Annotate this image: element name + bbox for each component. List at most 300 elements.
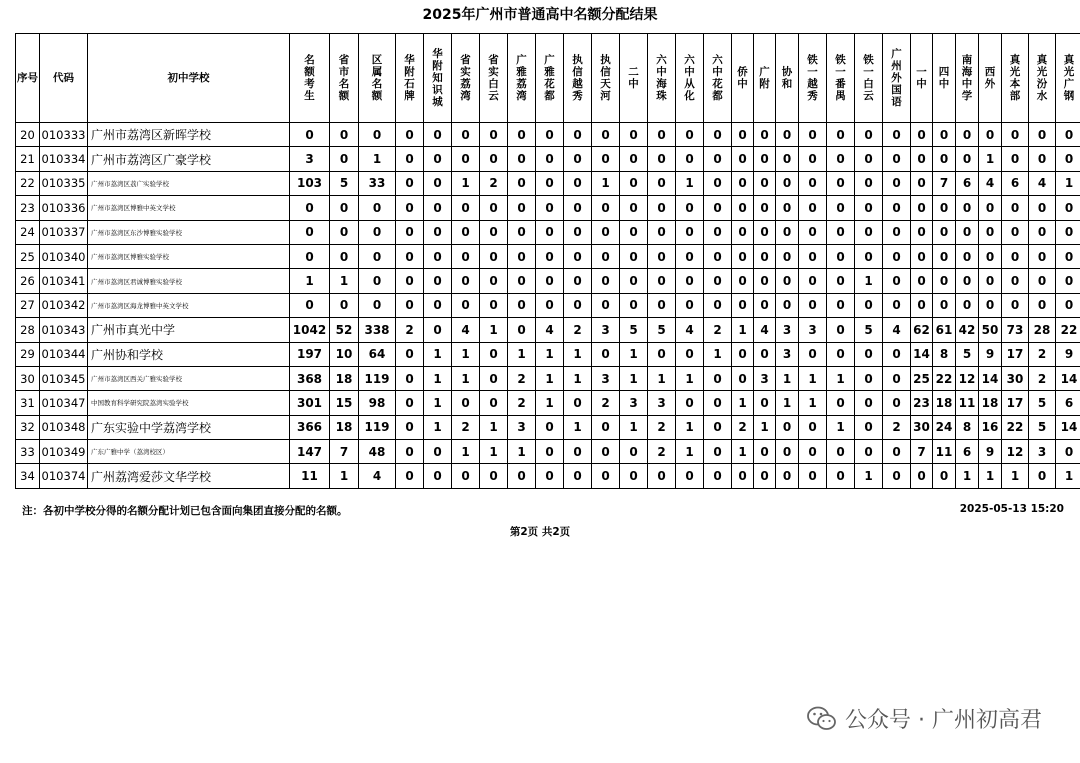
quota-cell: 0 bbox=[776, 464, 799, 488]
quota-cell: 0 bbox=[1002, 147, 1029, 171]
quota-cell: 1 bbox=[480, 415, 508, 439]
school-code: 010333 bbox=[40, 123, 88, 147]
timestamp: 2025-05-13 15:20 bbox=[959, 503, 1064, 515]
quota-cell: 1 bbox=[855, 464, 883, 488]
quota-cell: 2 bbox=[452, 415, 480, 439]
quota-cell: 1 bbox=[564, 415, 592, 439]
column-header: 四中 bbox=[933, 34, 956, 123]
quota-cell: 1 bbox=[424, 391, 452, 415]
quota-cell: 1 bbox=[452, 171, 480, 195]
quota-cell: 0 bbox=[827, 342, 855, 366]
quota-cell: 0 bbox=[480, 342, 508, 366]
quota-cell: 1 bbox=[330, 464, 359, 488]
quota-cell: 22 bbox=[1056, 318, 1080, 342]
quota-cell: 3 bbox=[290, 147, 330, 171]
quota-cell: 0 bbox=[883, 171, 911, 195]
quota-cell: 0 bbox=[676, 244, 704, 268]
quota-cell: 4 bbox=[1029, 171, 1056, 195]
quota-cell: 2 bbox=[1029, 342, 1056, 366]
quota-cell: 0 bbox=[536, 244, 564, 268]
quota-cell: 0 bbox=[648, 147, 676, 171]
quota-cell: 1 bbox=[1056, 464, 1080, 488]
quota-cell: 0 bbox=[704, 269, 732, 293]
quota-cell: 0 bbox=[359, 269, 396, 293]
table-row bbox=[16, 196, 1080, 220]
quota-cell: 0 bbox=[732, 293, 754, 317]
quota-cell: 18 bbox=[979, 391, 1002, 415]
school-name: 广州市荔湾区新晖学校 bbox=[88, 123, 290, 147]
quota-cell: 0 bbox=[396, 366, 424, 390]
quota-cell: 0 bbox=[564, 440, 592, 464]
quota-cell: 0 bbox=[480, 147, 508, 171]
quota-cell: 0 bbox=[883, 342, 911, 366]
quota-cell: 0 bbox=[424, 464, 452, 488]
school-name: 广州市荔湾区君诚博雅实验学校 bbox=[88, 269, 290, 293]
quota-cell: 1 bbox=[732, 318, 754, 342]
quota-cell: 33 bbox=[359, 171, 396, 195]
quota-cell: 11 bbox=[933, 440, 956, 464]
quota-cell: 0 bbox=[564, 123, 592, 147]
quota-cell: 18 bbox=[933, 391, 956, 415]
row-seq: 25 bbox=[16, 244, 40, 268]
quota-cell: 0 bbox=[704, 147, 732, 171]
quota-cell: 1 bbox=[676, 440, 704, 464]
quota-cell: 0 bbox=[1056, 147, 1080, 171]
quota-cell: 0 bbox=[933, 147, 956, 171]
quota-cell: 24 bbox=[933, 415, 956, 439]
quota-cell: 0 bbox=[933, 196, 956, 220]
quota-cell: 0 bbox=[592, 147, 620, 171]
quota-cell: 1 bbox=[452, 440, 480, 464]
quota-cell: 0 bbox=[676, 464, 704, 488]
quota-cell: 0 bbox=[883, 440, 911, 464]
quota-cell: 0 bbox=[855, 391, 883, 415]
quota-cell: 0 bbox=[536, 171, 564, 195]
row-seq: 29 bbox=[16, 342, 40, 366]
quota-cell: 0 bbox=[648, 269, 676, 293]
quota-cell: 0 bbox=[396, 269, 424, 293]
quota-cell: 0 bbox=[396, 391, 424, 415]
quota-cell: 0 bbox=[776, 440, 799, 464]
column-header: 省实荔湾 bbox=[452, 34, 480, 123]
quota-cell: 0 bbox=[592, 196, 620, 220]
quota-cell: 2 bbox=[508, 366, 536, 390]
quota-cell: 0 bbox=[508, 293, 536, 317]
quota-cell: 0 bbox=[827, 269, 855, 293]
quota-cell: 1 bbox=[704, 342, 732, 366]
quota-cell: 0 bbox=[883, 123, 911, 147]
quota-cell: 17 bbox=[1002, 342, 1029, 366]
quota-cell: 0 bbox=[396, 415, 424, 439]
quota-cell: 147 bbox=[290, 440, 330, 464]
quota-cell: 0 bbox=[776, 293, 799, 317]
quota-cell: 1 bbox=[424, 415, 452, 439]
column-header: 名额考生 bbox=[290, 34, 330, 123]
quota-cell: 0 bbox=[979, 196, 1002, 220]
quota-cell: 5 bbox=[330, 171, 359, 195]
quota-cell: 0 bbox=[1056, 123, 1080, 147]
quota-cell: 0 bbox=[754, 171, 776, 195]
quota-cell: 0 bbox=[452, 196, 480, 220]
row-seq: 21 bbox=[16, 147, 40, 171]
quota-cell: 0 bbox=[424, 196, 452, 220]
quota-cell: 1 bbox=[508, 342, 536, 366]
quota-cell: 7 bbox=[330, 440, 359, 464]
quota-cell: 1 bbox=[424, 366, 452, 390]
quota-cell: 0 bbox=[536, 147, 564, 171]
watermark-text: 公众号 · 广州初高君 bbox=[845, 708, 1042, 733]
quota-cell: 0 bbox=[290, 123, 330, 147]
quota-cell: 0 bbox=[424, 123, 452, 147]
quota-cell: 0 bbox=[480, 220, 508, 244]
quota-cell: 0 bbox=[592, 293, 620, 317]
quota-cell: 0 bbox=[592, 220, 620, 244]
school-name: 中国教育科学研究院荔湾实验学校 bbox=[88, 391, 290, 415]
quota-cell: 0 bbox=[911, 123, 933, 147]
quota-cell: 0 bbox=[620, 293, 648, 317]
quota-cell: 103 bbox=[290, 171, 330, 195]
quota-cell: 6 bbox=[1002, 171, 1029, 195]
quota-cell: 0 bbox=[359, 293, 396, 317]
quota-cell: 0 bbox=[536, 293, 564, 317]
quota-cell: 0 bbox=[855, 147, 883, 171]
quota-cell: 0 bbox=[704, 171, 732, 195]
school-name: 广州市荔湾区东沙博雅实验学校 bbox=[88, 220, 290, 244]
quota-cell: 1 bbox=[620, 415, 648, 439]
quota-cell: 0 bbox=[911, 293, 933, 317]
quota-cell: 0 bbox=[732, 171, 754, 195]
quota-cell: 0 bbox=[827, 220, 855, 244]
quota-cell: 0 bbox=[564, 293, 592, 317]
quota-cell: 0 bbox=[1056, 220, 1080, 244]
quota-cell: 0 bbox=[424, 171, 452, 195]
quota-cell: 9 bbox=[1056, 342, 1080, 366]
quota-cell: 0 bbox=[330, 147, 359, 171]
quota-cell: 30 bbox=[911, 415, 933, 439]
quota-cell: 0 bbox=[620, 269, 648, 293]
quota-cell: 0 bbox=[480, 366, 508, 390]
quota-cell: 3 bbox=[648, 391, 676, 415]
quota-cell: 0 bbox=[827, 318, 855, 342]
quota-cell: 0 bbox=[732, 123, 754, 147]
quota-cell: 1 bbox=[452, 366, 480, 390]
quota-cell: 62 bbox=[911, 318, 933, 342]
quota-cell: 0 bbox=[827, 440, 855, 464]
quota-cell: 0 bbox=[855, 440, 883, 464]
quota-cell: 0 bbox=[648, 342, 676, 366]
page-number: 第2页 共2页 bbox=[509, 526, 571, 538]
row-seq: 26 bbox=[16, 269, 40, 293]
quota-cell: 0 bbox=[827, 293, 855, 317]
table-row bbox=[16, 342, 1080, 366]
quota-cell: 98 bbox=[359, 391, 396, 415]
quota-cell: 18 bbox=[330, 415, 359, 439]
quota-cell: 9 bbox=[979, 440, 1002, 464]
quota-cell: 0 bbox=[732, 147, 754, 171]
quota-cell: 0 bbox=[424, 293, 452, 317]
quota-cell: 0 bbox=[564, 391, 592, 415]
quota-cell: 4 bbox=[883, 318, 911, 342]
quota-cell: 0 bbox=[776, 196, 799, 220]
quota-cell: 16 bbox=[979, 415, 1002, 439]
quota-cell: 2 bbox=[1029, 366, 1056, 390]
quota-cell: 50 bbox=[979, 318, 1002, 342]
table-row bbox=[16, 415, 1080, 439]
quota-cell: 3 bbox=[592, 366, 620, 390]
quota-cell: 0 bbox=[704, 123, 732, 147]
quota-cell: 0 bbox=[776, 171, 799, 195]
quota-cell: 0 bbox=[1002, 196, 1029, 220]
quota-cell: 11 bbox=[290, 464, 330, 488]
row-seq: 24 bbox=[16, 220, 40, 244]
quota-cell: 0 bbox=[330, 244, 359, 268]
quota-cell: 0 bbox=[754, 123, 776, 147]
quota-cell: 0 bbox=[508, 318, 536, 342]
quota-cell: 0 bbox=[1002, 293, 1029, 317]
quota-cell: 52 bbox=[330, 318, 359, 342]
quota-cell: 0 bbox=[536, 123, 564, 147]
quota-cell: 0 bbox=[704, 415, 732, 439]
column-header: 铁一番禺 bbox=[827, 34, 855, 123]
quota-cell: 48 bbox=[359, 440, 396, 464]
quota-cell: 0 bbox=[956, 123, 979, 147]
quota-cell: 7 bbox=[933, 171, 956, 195]
quota-cell: 0 bbox=[911, 171, 933, 195]
column-header: 真光汾水 bbox=[1029, 34, 1056, 123]
quota-cell: 8 bbox=[956, 415, 979, 439]
table-row bbox=[16, 147, 1080, 171]
quota-cell: 0 bbox=[620, 171, 648, 195]
quota-cell: 0 bbox=[564, 220, 592, 244]
quota-cell: 0 bbox=[799, 147, 827, 171]
quota-cell: 0 bbox=[330, 220, 359, 244]
quota-cell: 1042 bbox=[290, 318, 330, 342]
quota-cell: 2 bbox=[648, 440, 676, 464]
quota-cell: 0 bbox=[330, 123, 359, 147]
quota-cell: 0 bbox=[290, 244, 330, 268]
quota-cell: 0 bbox=[732, 269, 754, 293]
quota-cell: 0 bbox=[855, 123, 883, 147]
quota-cell: 0 bbox=[396, 171, 424, 195]
quota-cell: 0 bbox=[827, 123, 855, 147]
quota-cell: 0 bbox=[396, 464, 424, 488]
quota-cell: 1 bbox=[536, 391, 564, 415]
quota-cell: 0 bbox=[564, 464, 592, 488]
quota-cell: 0 bbox=[676, 269, 704, 293]
quota-cell: 0 bbox=[564, 147, 592, 171]
quota-cell: 3 bbox=[620, 391, 648, 415]
header-row bbox=[16, 34, 1080, 123]
quota-cell: 10 bbox=[330, 342, 359, 366]
quota-cell: 0 bbox=[536, 269, 564, 293]
quota-cell: 2 bbox=[480, 171, 508, 195]
quota-cell: 0 bbox=[396, 147, 424, 171]
school-name: 广州市荔湾区博雅实验学校 bbox=[88, 244, 290, 268]
school-name: 广州市荔湾区荔广实验学校 bbox=[88, 171, 290, 195]
quota-cell: 0 bbox=[732, 342, 754, 366]
quota-cell: 4 bbox=[754, 318, 776, 342]
quota-cell: 0 bbox=[396, 440, 424, 464]
quota-cell: 0 bbox=[754, 244, 776, 268]
quota-cell: 2 bbox=[508, 391, 536, 415]
quota-cell: 0 bbox=[776, 123, 799, 147]
quota-cell: 0 bbox=[933, 269, 956, 293]
quota-cell: 3 bbox=[776, 342, 799, 366]
column-header: 广州外国语 bbox=[883, 34, 911, 123]
school-code: 010336 bbox=[40, 196, 88, 220]
quota-cell: 28 bbox=[1029, 318, 1056, 342]
quota-cell: 0 bbox=[956, 220, 979, 244]
quota-cell: 0 bbox=[855, 220, 883, 244]
quota-cell: 0 bbox=[620, 123, 648, 147]
column-header: 广雅荔湾 bbox=[508, 34, 536, 123]
quota-cell: 0 bbox=[754, 391, 776, 415]
quota-cell: 0 bbox=[480, 464, 508, 488]
school-code: 010348 bbox=[40, 415, 88, 439]
quota-cell: 0 bbox=[855, 196, 883, 220]
column-header: 六中海珠 bbox=[648, 34, 676, 123]
allocation-table bbox=[15, 33, 1080, 489]
quota-cell: 0 bbox=[704, 391, 732, 415]
quota-cell: 0 bbox=[290, 196, 330, 220]
quota-cell: 0 bbox=[648, 171, 676, 195]
quota-cell: 0 bbox=[933, 293, 956, 317]
quota-cell: 0 bbox=[754, 220, 776, 244]
quota-cell: 0 bbox=[827, 171, 855, 195]
quota-cell: 1 bbox=[676, 415, 704, 439]
quota-cell: 1 bbox=[620, 342, 648, 366]
quota-cell: 12 bbox=[1002, 440, 1029, 464]
quota-cell: 0 bbox=[704, 440, 732, 464]
quota-cell: 0 bbox=[1056, 293, 1080, 317]
quota-cell: 0 bbox=[776, 269, 799, 293]
quota-cell: 0 bbox=[452, 244, 480, 268]
quota-cell: 0 bbox=[648, 244, 676, 268]
quota-cell: 0 bbox=[536, 464, 564, 488]
quota-cell: 0 bbox=[592, 123, 620, 147]
column-header: 华附石牌 bbox=[396, 34, 424, 123]
quota-cell: 0 bbox=[754, 464, 776, 488]
quota-cell: 0 bbox=[396, 196, 424, 220]
table-row bbox=[16, 464, 1080, 488]
quota-cell: 0 bbox=[648, 220, 676, 244]
quota-cell: 0 bbox=[979, 123, 1002, 147]
quota-cell: 0 bbox=[508, 171, 536, 195]
quota-cell: 0 bbox=[564, 244, 592, 268]
quota-cell: 0 bbox=[480, 123, 508, 147]
column-header: 六中从化 bbox=[676, 34, 704, 123]
quota-cell: 0 bbox=[648, 123, 676, 147]
quota-cell: 0 bbox=[676, 293, 704, 317]
quota-cell: 0 bbox=[911, 269, 933, 293]
quota-cell: 73 bbox=[1002, 318, 1029, 342]
quota-cell: 0 bbox=[480, 269, 508, 293]
column-header: 省市名额 bbox=[330, 34, 359, 123]
quota-cell: 0 bbox=[1029, 147, 1056, 171]
quota-cell: 0 bbox=[799, 440, 827, 464]
column-header: 二中 bbox=[620, 34, 648, 123]
quota-cell: 2 bbox=[883, 415, 911, 439]
quota-cell: 0 bbox=[883, 464, 911, 488]
quota-cell: 0 bbox=[676, 391, 704, 415]
quota-cell: 0 bbox=[754, 147, 776, 171]
quota-cell: 0 bbox=[956, 244, 979, 268]
quota-cell: 0 bbox=[424, 220, 452, 244]
quota-cell: 2 bbox=[564, 318, 592, 342]
quota-cell: 0 bbox=[536, 415, 564, 439]
quota-cell: 0 bbox=[359, 196, 396, 220]
school-code: 010337 bbox=[40, 220, 88, 244]
school-code: 010343 bbox=[40, 318, 88, 342]
quota-cell: 0 bbox=[480, 196, 508, 220]
column-header: 六中花都 bbox=[704, 34, 732, 123]
quota-cell: 0 bbox=[564, 171, 592, 195]
quota-cell: 0 bbox=[754, 269, 776, 293]
quota-cell: 15 bbox=[330, 391, 359, 415]
row-seq: 28 bbox=[16, 318, 40, 342]
quota-cell: 14 bbox=[1056, 415, 1080, 439]
table-row bbox=[16, 244, 1080, 268]
quota-cell: 0 bbox=[1002, 220, 1029, 244]
quota-cell: 1 bbox=[648, 366, 676, 390]
quota-cell: 1 bbox=[1056, 171, 1080, 195]
quota-cell: 4 bbox=[979, 171, 1002, 195]
quota-cell: 338 bbox=[359, 318, 396, 342]
quota-cell: 0 bbox=[620, 440, 648, 464]
quota-cell: 0 bbox=[1029, 196, 1056, 220]
quota-cell: 2 bbox=[704, 318, 732, 342]
quota-cell: 1 bbox=[452, 342, 480, 366]
quota-cell: 0 bbox=[883, 244, 911, 268]
quota-cell: 0 bbox=[359, 220, 396, 244]
quota-cell: 0 bbox=[704, 244, 732, 268]
quota-cell: 1 bbox=[979, 464, 1002, 488]
quota-cell: 0 bbox=[799, 220, 827, 244]
quota-cell: 0 bbox=[620, 147, 648, 171]
quota-cell: 61 bbox=[933, 318, 956, 342]
quota-cell: 1 bbox=[776, 366, 799, 390]
page-title: 2025年广州市普通高中名额分配结果 bbox=[422, 7, 658, 23]
quota-cell: 3 bbox=[1029, 440, 1056, 464]
quota-cell: 0 bbox=[508, 220, 536, 244]
quota-cell: 1 bbox=[855, 269, 883, 293]
quota-cell: 0 bbox=[396, 342, 424, 366]
quota-cell: 0 bbox=[704, 293, 732, 317]
quota-cell: 0 bbox=[1002, 244, 1029, 268]
quota-cell: 5 bbox=[1029, 391, 1056, 415]
table-row bbox=[16, 171, 1080, 195]
quota-cell: 1 bbox=[536, 366, 564, 390]
quota-cell: 0 bbox=[732, 196, 754, 220]
quota-cell: 0 bbox=[676, 220, 704, 244]
quota-cell: 0 bbox=[956, 269, 979, 293]
quota-cell: 0 bbox=[508, 269, 536, 293]
quota-cell: 0 bbox=[732, 366, 754, 390]
school-code: 010374 bbox=[40, 464, 88, 488]
table-row bbox=[16, 123, 1080, 147]
quota-cell: 0 bbox=[956, 293, 979, 317]
column-header: 协和 bbox=[776, 34, 799, 123]
quota-cell: 0 bbox=[396, 293, 424, 317]
school-code: 010340 bbox=[40, 244, 88, 268]
quota-cell: 1 bbox=[827, 415, 855, 439]
quota-cell: 14 bbox=[1056, 366, 1080, 390]
school-name: 广州市荔湾区博雅中英文学校 bbox=[88, 196, 290, 220]
quota-cell: 0 bbox=[1056, 269, 1080, 293]
footnote: 注：各初中学校分得的名额分配计划已包含面向集团直接分配的名额。 bbox=[22, 505, 348, 517]
quota-cell: 0 bbox=[1002, 269, 1029, 293]
quota-cell: 0 bbox=[776, 220, 799, 244]
